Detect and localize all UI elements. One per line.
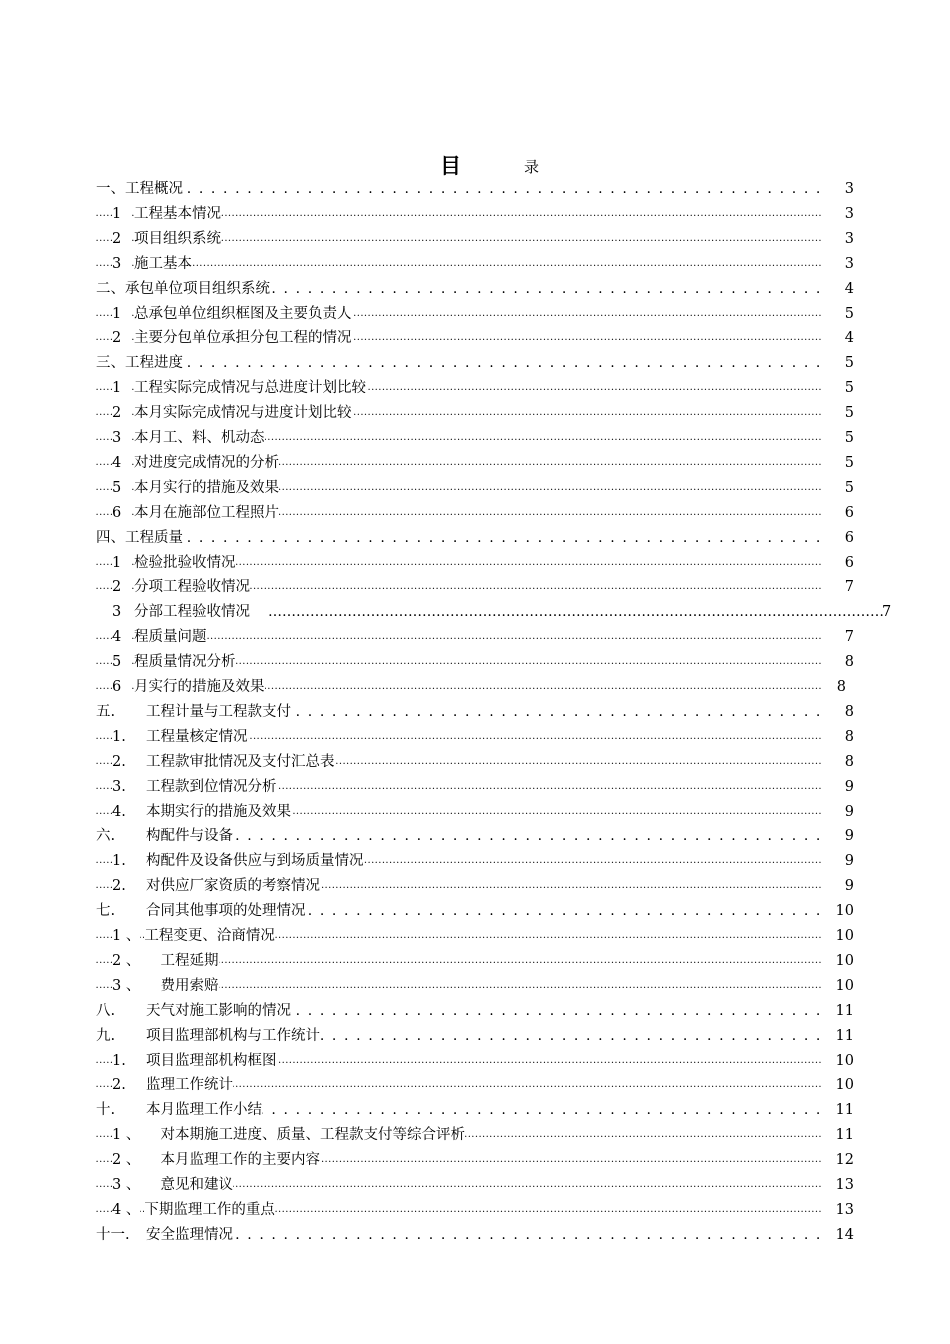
toc-entry-page-number: 10: [835, 977, 854, 994]
toc-entry[interactable]: [0, 1097, 950, 1122]
toc-entry-number: 3.: [112, 776, 146, 798]
toc-entry-label: [112, 1124, 824, 1146]
toc-entry-number: 1.: [112, 726, 146, 748]
toc-entry[interactable]: [0, 674, 950, 699]
toc-entry[interactable]: [0, 724, 950, 749]
toc-entry-label: [96, 701, 824, 723]
toc-entry[interactable]: [0, 1147, 950, 1172]
toc-entry-number: 2: [112, 402, 130, 424]
toc-entry-label: [112, 1050, 824, 1072]
toc-entry-page-number: 8: [844, 654, 854, 671]
toc-entry-label: [96, 1000, 824, 1022]
toc-entry-number: 1.: [112, 850, 146, 872]
toc-entry-text: 工程延期: [146, 952, 219, 969]
toc-entry-text: 合同其他事项的处理情况: [146, 903, 306, 920]
toc-entry-number: 十.: [96, 1099, 146, 1121]
toc-entry-text: 项目监理部机构框图: [146, 1052, 277, 1069]
toc-entry-page-number: 11: [835, 1027, 854, 1044]
toc-entry[interactable]: [0, 350, 950, 375]
toc-entry-page-number: 5: [844, 430, 854, 446]
toc-entry-number: 2: [112, 327, 130, 349]
toc-entry-label: [96, 1099, 824, 1121]
toc-entry-label: [96, 1224, 824, 1246]
toc-entry-number: 四、: [96, 527, 125, 549]
toc-entry[interactable]: [0, 1048, 950, 1073]
toc-entry-text: 工程概况: [125, 181, 183, 197]
toc-entry-page-number: 9: [844, 828, 854, 845]
toc-entry-text: 程质量情况分析: [134, 654, 236, 671]
toc-entry-number: 1: [112, 203, 130, 225]
toc-entry-number: 6: [112, 676, 130, 698]
toc-entry-page-number: 7: [844, 579, 854, 596]
toc-entry-text: 工程款审批情况及支付汇总表: [146, 753, 335, 770]
toc-entry-page-number: 3: [844, 181, 854, 197]
toc-entry-label: [112, 228, 824, 250]
toc-entry[interactable]: [0, 649, 950, 674]
toc-entry-label: [112, 726, 824, 748]
toc-entry-number: 三、: [96, 352, 125, 374]
toc-entry-number: 2 、: [112, 950, 146, 972]
toc-entry[interactable]: [0, 475, 950, 500]
toc-entry-number: 1: [112, 303, 130, 325]
toc-entry[interactable]: [0, 550, 950, 575]
toc-entry-page-number: 5: [844, 405, 854, 422]
toc-entry[interactable]: [0, 1172, 950, 1197]
toc-entry-page-number: 11: [835, 1127, 854, 1144]
toc-entry-number: 2 、: [112, 1149, 146, 1171]
toc-entry-text: 下期监理工作的重点: [144, 1201, 275, 1218]
toc-entry[interactable]: [0, 500, 950, 525]
toc-entry-label: [112, 552, 824, 574]
toc-entry[interactable]: [0, 425, 950, 450]
toc-entry-page-number: 11: [835, 1102, 854, 1119]
toc-entry[interactable]: [0, 1197, 950, 1222]
toc-entry-label: [96, 900, 824, 922]
toc-entry[interactable]: [0, 774, 950, 799]
toc-entry-label: [96, 352, 824, 374]
toc-entry[interactable]: [0, 998, 950, 1023]
toc-entry-page-number: 13: [835, 1177, 854, 1193]
toc-entry-page-number: 10: [835, 1077, 854, 1094]
toc-entry-text: 程质量问题: [134, 629, 207, 646]
toc-entry-number: 3: [112, 427, 130, 449]
toc-entry-page-number: 3: [844, 205, 854, 222]
toc-entry[interactable]: [0, 375, 950, 400]
toc-entry-text: 工程款到位情况分析: [146, 778, 277, 795]
toc-entry-page-number: 9: [844, 853, 854, 870]
toc-entry-text: 天气对施工影响的情况: [146, 1002, 291, 1019]
toc-entry-number: 八.: [96, 1000, 146, 1022]
toc-entry-text: 检验批验收情况: [134, 554, 236, 571]
toc-entry-number: 2.: [112, 1074, 146, 1096]
toc-entry-number: 4 、: [112, 1199, 140, 1221]
toc-entry-label: [112, 975, 824, 997]
toc-entry-label: [112, 303, 824, 325]
toc-entry-number: 1: [112, 552, 130, 574]
toc-entry-number: 2.: [112, 875, 146, 897]
toc-entry-number: 2: [112, 228, 130, 250]
toc-entry[interactable]: [0, 1023, 950, 1048]
toc-entry-text: 构配件与设备: [146, 828, 233, 845]
toc-entry-page-number: 10: [835, 1052, 854, 1069]
toc-entry-label: [112, 1074, 824, 1096]
toc-entry[interactable]: [0, 624, 950, 649]
toc-entry-text: 对本期施工进度、质量、工程款支付等综合评析: [146, 1127, 465, 1144]
toc-entry-number: 1.: [112, 1050, 146, 1072]
toc-entry-label: [112, 925, 824, 947]
toc-entry[interactable]: [0, 525, 950, 550]
toc-entry-text: 本月工、料、机动态: [134, 430, 265, 446]
toc-entry[interactable]: [0, 699, 950, 724]
toc-entry-text: 分项工程验收情况: [134, 579, 250, 596]
toc-entry-page-number: 9: [844, 803, 854, 820]
toc-entry-text: 工程计量与工程款支付: [146, 703, 291, 720]
toc-entry-page-number: 9: [844, 778, 854, 795]
toc-entry-page-number: 6: [844, 529, 854, 546]
toc-title-char-1: 目: [440, 154, 461, 178]
toc-entry-text: 对进度完成情况的分析: [134, 454, 279, 471]
toc-entry-page-number: 6: [844, 554, 854, 571]
toc-entry[interactable]: [0, 898, 950, 923]
toc-entry-label: [112, 427, 824, 449]
toc-entry-text: 主要分包单位承担分包工程的情况: [134, 330, 352, 347]
toc-entry-page-number: 8: [844, 703, 854, 720]
toc-entry-label: [112, 950, 824, 972]
toc-entry[interactable]: [0, 400, 950, 425]
toc-entry-text: 分部工程验收情况: [134, 604, 250, 621]
toc-entry-label: [112, 576, 824, 598]
toc-entry-label: [112, 801, 824, 823]
toc-entry-text: 本月监理工作的主要内容: [146, 1152, 320, 1169]
toc-entry[interactable]: [0, 201, 950, 226]
toc-entry-label: [112, 327, 824, 349]
toc-entry-text: 本月在施部位工程照片: [134, 504, 279, 521]
toc-entry[interactable]: [0, 1072, 950, 1097]
toc-entry-number: 6: [112, 502, 130, 524]
toc-entry-page-number: 4: [844, 280, 854, 297]
toc-entry-number: 3: [112, 601, 130, 623]
toc-entry-number: 一、: [96, 178, 125, 200]
toc-entry[interactable]: [0, 1222, 950, 1247]
toc-entry[interactable]: [0, 226, 950, 251]
toc-entry[interactable]: [0, 325, 950, 350]
toc-entry-number: 3: [112, 253, 130, 275]
toc-entry[interactable]: [0, 873, 950, 898]
toc-entry[interactable]: [0, 823, 950, 848]
toc-entry[interactable]: [0, 276, 950, 301]
toc-entry-text: 总承包单位组织框图及主要负责人: [134, 305, 352, 322]
toc-entry-number: 4: [112, 626, 130, 648]
toc-entry[interactable]: [0, 450, 950, 475]
toc-entry-label: [96, 178, 824, 200]
toc-entry[interactable]: [0, 599, 950, 624]
toc-entry-number: 4.: [112, 801, 146, 823]
toc-entry-text: 构配件及设备供应与到场质量情况: [146, 853, 364, 870]
toc-entry-label: [96, 278, 824, 300]
toc-entry-page-number: 12: [835, 1152, 854, 1169]
toc-entry-label: [112, 402, 824, 424]
toc-entry-label: [112, 626, 824, 648]
toc-entry-number: 5: [112, 477, 130, 499]
toc-entry-number: 2.: [112, 751, 146, 773]
toc-entry-page-number: 7: [882, 604, 892, 621]
toc-entry[interactable]: [0, 176, 950, 201]
toc-entry-text: 项目组织系统: [134, 230, 221, 247]
toc-entry-label: [112, 477, 824, 499]
toc-entry-text: 工程基本情况: [134, 205, 221, 222]
toc-entry[interactable]: [0, 574, 950, 599]
toc-entry-page-number: 5: [844, 305, 854, 322]
toc-entry-label: [112, 601, 824, 623]
toc-entry-text: 承包单位项目组织系统: [125, 280, 270, 297]
toc-entry-label: [96, 825, 824, 847]
toc-entry-number: 3 、: [112, 1174, 146, 1196]
toc-entry-text: 项目监理部机构与工作统计: [146, 1027, 320, 1044]
toc-entry-number: 十一.: [96, 1224, 146, 1246]
toc-entry-text: 意见和建议: [146, 1177, 233, 1193]
toc-entry-label: [112, 502, 824, 524]
toc-entry[interactable]: [0, 749, 950, 774]
toc-entry-page-number: 8: [836, 679, 846, 695]
toc-entry[interactable]: [0, 1122, 950, 1147]
toc-entry-page-number: 3: [844, 255, 854, 272]
toc-entry-text: 工程质量: [125, 529, 183, 546]
toc-entry-label: [112, 676, 824, 698]
toc-entry-page-number: 13: [835, 1201, 854, 1218]
toc-entry-text: 工程进度: [125, 355, 183, 372]
toc-entry-page-number: 5: [844, 355, 854, 372]
toc-entry-number: 六.: [96, 825, 146, 847]
toc-entry-text: 本月实行的措施及效果: [134, 479, 279, 496]
toc-entry-number: 1 、: [112, 925, 140, 947]
toc-entry-label: [112, 875, 824, 897]
toc-entry-page-number: 11: [835, 1002, 854, 1019]
toc-entry-text: 工程变更、洽商情况: [144, 928, 275, 944]
toc-entry-page-number: 8: [844, 728, 854, 745]
toc-entry-label: [112, 651, 824, 673]
toc-entry-label: [112, 751, 824, 773]
toc-entry-text: 监理工作统计: [146, 1077, 233, 1094]
toc-entry-text: 对供应厂家资质的考察情况: [146, 878, 320, 895]
toc-entry-text: 本月监理工作小结: [146, 1102, 262, 1119]
toc-title-char-2: 录: [524, 158, 540, 176]
toc-entry-page-number: 10: [835, 903, 854, 920]
toc-entry-label: [112, 1199, 824, 1221]
toc-entry-label: [112, 253, 824, 275]
toc-entry-text: 施工基本: [134, 255, 192, 272]
toc-entry-label: [112, 776, 824, 798]
toc-entry-page-number: 14: [835, 1226, 854, 1243]
toc-entry-page-number: 7: [844, 629, 854, 646]
toc-entry-number: 九.: [96, 1025, 146, 1047]
toc-entry-number: 3 、: [112, 975, 146, 997]
toc-entry-number: 4: [112, 452, 130, 474]
toc-entry-page-number: 4: [844, 330, 854, 347]
toc-entry-page-number: 9: [844, 878, 854, 895]
toc-entry[interactable]: [0, 799, 950, 824]
toc-entry-label: [96, 1025, 824, 1047]
toc-entry-page-number: 5: [844, 479, 854, 496]
toc-entry-label: [112, 452, 824, 474]
toc-entry-text: 工程实际完成情况与总进度计划比较: [134, 380, 366, 397]
toc-entry-number: 2: [112, 576, 130, 598]
toc-entry-page-number: 5: [844, 454, 854, 471]
toc-entry-label: [112, 850, 824, 872]
toc-entry-page-number: 10: [835, 928, 854, 944]
toc-entry-label: [112, 377, 824, 399]
toc-entry-page-number: 10: [835, 952, 854, 969]
toc-entry[interactable]: [0, 848, 950, 873]
toc-entry-label: [112, 1174, 824, 1196]
toc-entry-number: 5: [112, 651, 130, 673]
toc-entry[interactable]: [0, 948, 950, 973]
toc-entry-label: [112, 203, 824, 225]
toc-entry-number: 五.: [96, 701, 146, 723]
toc-entry-page-number: 5: [844, 380, 854, 397]
toc-entry-number: 二、: [96, 278, 125, 300]
toc-entry-text: 工程量核定情况: [146, 728, 248, 745]
toc-entry-text: 费用索赔: [146, 977, 219, 994]
toc-entry-text: 月实行的措施及效果: [134, 679, 265, 695]
toc-entry-page-number: 8: [844, 753, 854, 770]
toc-entry[interactable]: [0, 301, 950, 326]
toc-entry-number: 七.: [96, 900, 146, 922]
toc-entry-text: 本期实行的措施及效果: [146, 803, 291, 820]
toc-entry-text: 本月实际完成情况与进度计划比较: [134, 405, 352, 422]
toc-entry-number: 1: [112, 377, 130, 399]
toc-entry-label: [112, 1149, 824, 1171]
toc-entry-page-number: 3: [844, 230, 854, 247]
toc-entry[interactable]: [0, 251, 950, 276]
toc-entry[interactable]: [0, 923, 950, 948]
toc-entry[interactable]: [0, 973, 950, 998]
toc-entry-page-number: 6: [844, 504, 854, 521]
toc-entry-label: [96, 527, 824, 549]
toc-entry-number: 1 、: [112, 1124, 146, 1146]
toc-entry-text: 安全监理情况: [146, 1226, 233, 1243]
